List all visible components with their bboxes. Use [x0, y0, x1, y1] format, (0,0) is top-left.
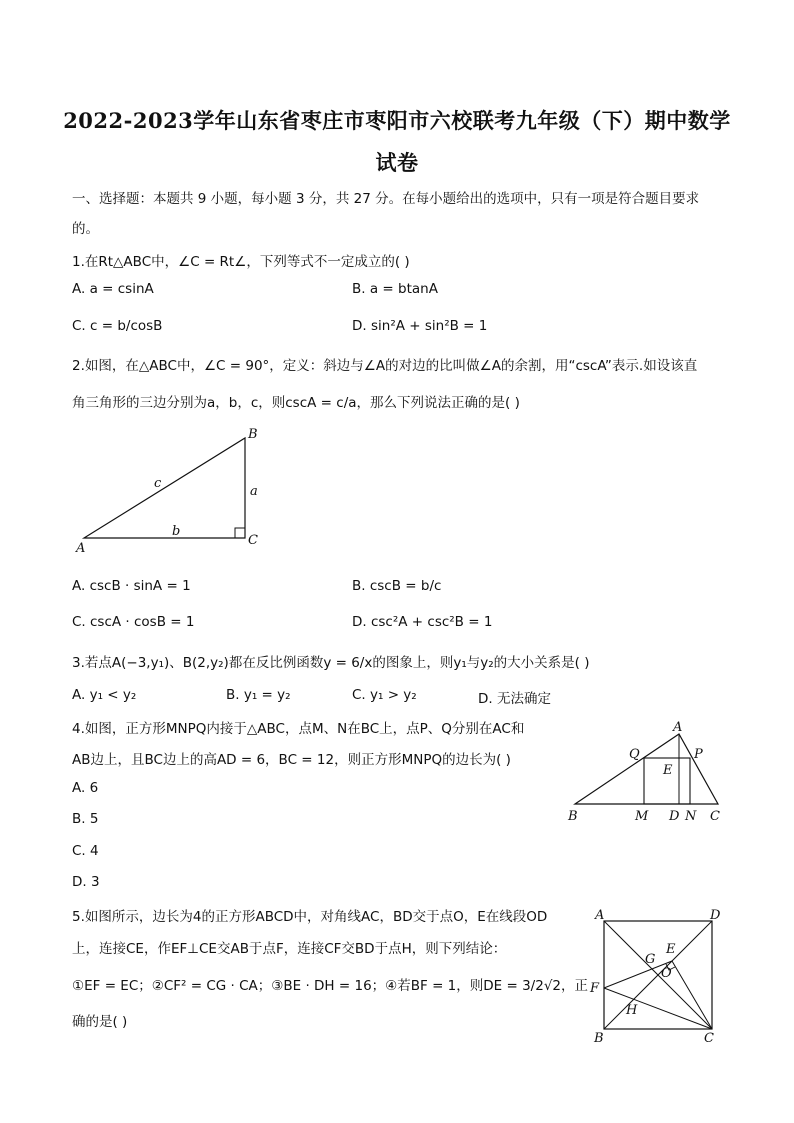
label-a: a: [250, 484, 258, 499]
q3-option-c: C. y₁ > y₂: [352, 687, 417, 703]
label-D: D: [669, 809, 680, 824]
label-N: N: [685, 809, 697, 824]
label-D: D: [710, 908, 721, 923]
q4-stem-line-1: 4.如图，正方形MNPQ内接于△ABC，点M、N在BC上，点P、Q分别在AC和: [72, 721, 525, 737]
section-heading-line-2: 的。: [72, 221, 99, 237]
label-H: H: [626, 1003, 638, 1018]
label-B: B: [594, 1031, 604, 1046]
q3-option-a: A. y₁ < y₂: [72, 687, 137, 703]
label-F: F: [590, 981, 600, 996]
label-C: C: [704, 1031, 714, 1046]
q3-option-d: D. 无法确定: [478, 691, 551, 707]
q2-triangle-figure: [70, 422, 270, 557]
q4-option-b: B. 5: [72, 811, 99, 827]
title-line-2: 试卷: [375, 150, 419, 175]
q5-stem-line-3: ①EF = EC；②CF² = CG · CA；③BE · DH = 16；④若BF = 1，则DE = 3/2√2，正: [72, 978, 589, 994]
q4-triangle-square-figure: [560, 718, 730, 826]
q2-option-b: B. cscB = b/c: [352, 578, 442, 594]
q5-stem-line-2: 上，连接CE，作EF⊥CE交AB于点F，连接CF交BD于点H，则下列结论：: [72, 941, 507, 957]
label-c: c: [154, 476, 162, 491]
q1-stem: 1.在Rt△ABC中，∠C = Rt∠，下列等式不一定成立的( ): [72, 254, 410, 270]
q1-option-d: D. sin²A + sin²B = 1: [352, 318, 488, 334]
q4-option-c: C. 4: [72, 843, 99, 859]
label-A: A: [76, 541, 86, 556]
q2-option-d: D. csc²A + csc²B = 1: [352, 614, 493, 630]
label-E: E: [666, 942, 676, 957]
label-G: G: [645, 952, 656, 967]
label-Q: Q: [629, 747, 640, 762]
label-M: M: [635, 809, 649, 824]
q1-option-c: C. c = b/cosB: [72, 318, 163, 334]
q4-stem-line-2: AB边上，且BC边上的高AD = 6，BC = 12，则正方形MNPQ的边长为( ): [72, 752, 511, 768]
q4-option-a: A. 6: [72, 780, 99, 796]
label-A: A: [673, 720, 683, 735]
q1-option-a: A. a = csinA: [72, 281, 154, 297]
paper-title: [60, 100, 734, 184]
label-C: C: [710, 809, 720, 824]
q1-option-b: B. a = btanA: [352, 281, 438, 297]
label-B: B: [248, 427, 258, 442]
label-O: O: [661, 966, 672, 981]
label-E: E: [663, 763, 673, 778]
section-heading-line-1: 一、选择题：本题共 9 小题，每小题 3 分，共 27 分。在每小题给出的选项中，只有一项是符合题目要求: [72, 191, 700, 207]
q3-option-b: B. y₁ = y₂: [226, 687, 291, 703]
triangle-abc: [84, 438, 245, 538]
q2-option-c: C. cscA · cosB = 1: [72, 614, 195, 630]
q2-stem-line-2: 角三角形的三边分别为a，b，c，则cscA = c/a，那么下列说法正确的是( ): [72, 395, 520, 411]
q2-stem-line-1: 2.如图，在△ABC中，∠C = 90°，定义：斜边与∠A的对边的比叫做∠A的余割，用“cscA”表示.如设该直: [72, 358, 698, 374]
right-angle-mark: [235, 528, 245, 538]
label-B: B: [568, 809, 578, 824]
label-b: b: [172, 524, 181, 539]
label-A: A: [595, 908, 605, 923]
segment-cf: [604, 988, 712, 1029]
q3-stem: 3.若点A(−3,y₁)、B(2,y₂)都在反比例函数y = 6/x的图象上，则y₁与y₂的大小关系是( ): [72, 655, 590, 671]
q2-option-a: A. cscB · sinA = 1: [72, 578, 191, 594]
label-C: C: [248, 533, 258, 548]
title-line-1: 2022-2023学年山东省枣庄市枣阳市六校联考九年级（下）期中数学: [63, 108, 731, 133]
q5-stem-line-4: 确的是( ): [72, 1014, 128, 1030]
q5-square-figure: [586, 903, 726, 1048]
label-P: P: [694, 747, 703, 762]
q4-option-d: D. 3: [72, 874, 100, 890]
triangle-abc: [575, 734, 718, 804]
q5-stem-line-1: 5.如图所示，边长为4的正方形ABCD中，对角线AC，BD交于点O，E在线段OD: [72, 909, 548, 925]
